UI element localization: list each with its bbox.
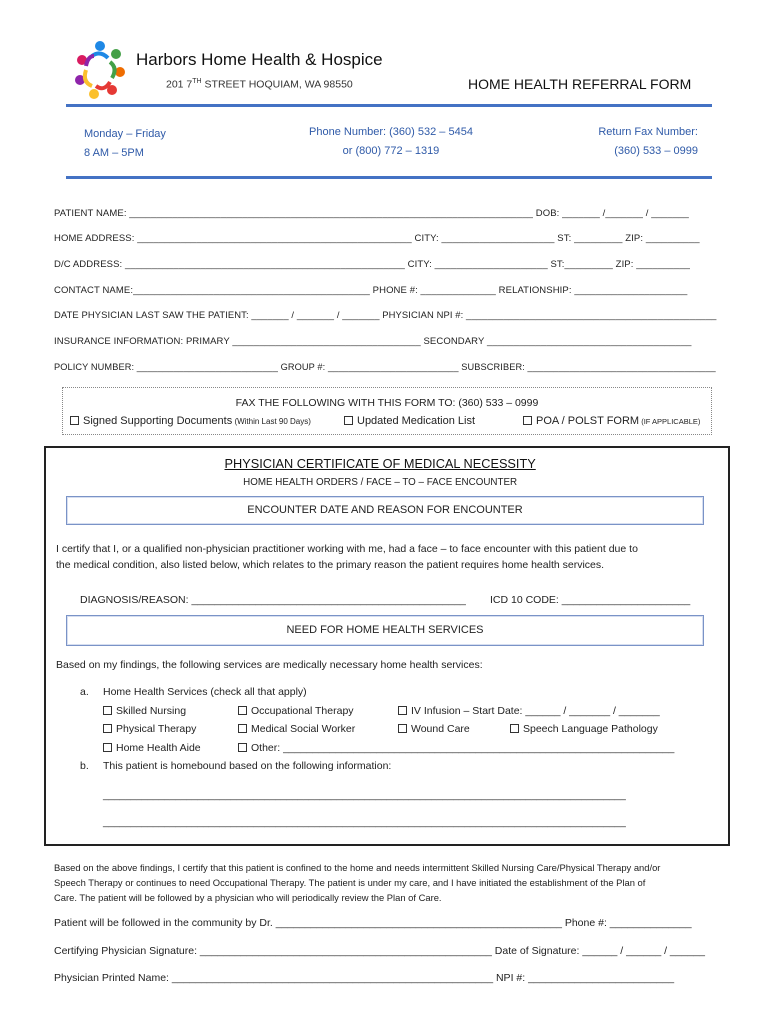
physician-printed-name-field[interactable]: Physician Printed Name: _______________________________________________________ NPI #: _________________________ — [54, 972, 675, 984]
certificate-subtitle: HOME HEALTH ORDERS / FACE – TO – FACE ENCOUNTER — [243, 477, 518, 488]
physician-signature-field[interactable]: Certifying Physician Signature: __________________________________________________ Date of Signature: ______ / ______ / ______ — [54, 945, 705, 957]
checkbox-icon[interactable] — [103, 743, 112, 752]
medical-social-worker-option[interactable]: Medical Social Worker — [238, 723, 355, 735]
checkbox-icon[interactable] — [70, 416, 79, 425]
form-title: HOME HEALTH REFERRAL FORM — [468, 76, 692, 92]
policy-number-field[interactable]: POLICY NUMBER: ___________________________ GROUP #: _________________________ SUBSCRIBER: ____________________________________ — [54, 362, 716, 373]
certify-statement-line2: the medical condition, also listed below, which relates to the primary reason the patient requires home health services. — [56, 559, 605, 571]
physician-last-saw-field[interactable]: DATE PHYSICIAN LAST SAW THE PATIENT: _______ / _______ / _______ PHYSICIAN NPI #: _______________________________________________ — [54, 310, 717, 321]
checkbox-icon[interactable] — [398, 706, 407, 715]
checkbox-icon[interactable] — [103, 724, 112, 733]
other-service-option[interactable]: Other: ___________________________________________________________________ — [238, 742, 674, 754]
icd-code-field[interactable]: ICD 10 CODE: ______________________ — [490, 594, 691, 606]
occupational-therapy-option[interactable]: Occupational Therapy — [238, 705, 354, 717]
phone-number-secondary: or (800) 772 – 1319 — [342, 145, 440, 157]
wound-care-option[interactable]: Wound Care — [398, 723, 470, 735]
iv-infusion-option[interactable]: IV Infusion – Start Date: ______ / _______ / _______ — [398, 705, 660, 717]
office-hours-time: 8 AM – 5PM — [84, 147, 144, 159]
checkbox-icon[interactable] — [344, 416, 353, 425]
fax-instructions-title: FAX THE FOLLOWING WITH THIS FORM TO: (360) 533 – 0999 — [235, 397, 539, 409]
checkbox-icon[interactable] — [510, 724, 519, 733]
fax-instructions-box — [62, 387, 712, 435]
return-fax-label: Return Fax Number: — [598, 126, 698, 138]
homebound-line-1[interactable]: ______________________________________________________________________________________________ — [103, 790, 626, 801]
header-rule-top — [66, 104, 712, 107]
header-rule-bottom — [66, 176, 712, 179]
home-health-aide-option[interactable]: Home Health Aide — [103, 742, 201, 754]
followed-by-physician-field[interactable]: Patient will be followed in the community by Dr. _________________________________________________ Phone #: ______________ — [54, 917, 692, 929]
list-marker-b: b. — [80, 760, 89, 772]
certification-statement-line3: Care. The patient will be followed by a physician who will periodically review the Plan of Care. — [54, 892, 442, 903]
homebound-heading: This patient is homebound based on the following information: — [103, 760, 392, 772]
need-section-header: NEED FOR HOME HEALTH SERVICES — [66, 615, 704, 646]
checkbox-icon[interactable] — [238, 743, 247, 752]
list-marker-a: a. — [80, 686, 89, 698]
home-address-field[interactable]: HOME ADDRESS: ___________________________________________________ CITY: _____________________ ST: _________ ZIP: __________ — [54, 233, 700, 244]
checkbox-icon[interactable] — [523, 416, 532, 425]
certify-statement-line1: I certify that I, or a qualified non-physician practitioner working with me, had a face – to face encounter with this patient due to — [56, 543, 638, 555]
return-fax-number: (360) 533 – 0999 — [614, 145, 698, 157]
contact-name-field[interactable]: CONTACT NAME:____________________________________________ PHONE #: ______________ RELATIONSHIP: _____________________ — [54, 285, 688, 296]
physical-therapy-option[interactable]: Physical Therapy — [103, 723, 196, 735]
findings-statement: Based on my findings, the following services are medically necessary home health services: — [56, 659, 483, 671]
diagnosis-field[interactable]: DIAGNOSIS/REASON: _______________________________________________ — [80, 594, 466, 606]
skilled-nursing-option[interactable]: Skilled Nursing — [103, 705, 186, 717]
services-heading: Home Health Services (check all that apply) — [103, 686, 307, 698]
organization-name: Harbors Home Health & Hospice — [136, 50, 383, 69]
phone-number-primary: Phone Number: (360) 532 – 5454 — [309, 126, 473, 138]
homebound-line-2[interactable]: ______________________________________________________________________________________________ — [103, 817, 626, 828]
organization-logo — [72, 38, 128, 102]
speech-language-option[interactable]: Speech Language Pathology — [510, 723, 658, 735]
checkbox-icon[interactable] — [238, 724, 247, 733]
patient-name-field[interactable]: PATIENT NAME: ___________________________________________________________________________ DOB: _______ /_______ / _______ — [54, 208, 689, 219]
poa-polst-option[interactable]: POA / POLST FORM (IF APPLICABLE) — [523, 415, 700, 427]
encounter-section-header: ENCOUNTER DATE AND REASON FOR ENCOUNTER — [66, 496, 704, 525]
checkbox-icon[interactable] — [103, 706, 112, 715]
certificate-title: PHYSICIAN CERTIFICATE OF MEDICAL NECESSITY — [224, 456, 536, 471]
certification-statement-line2: Speech Therapy or continues to need Occupational Therapy. The patient is under my care, and I have initiated the establishment of the Plan of — [54, 877, 646, 888]
insurance-field[interactable]: INSURANCE INFORMATION: PRIMARY ___________________________________ SECONDARY ______________________________________ — [54, 336, 692, 347]
dc-address-field[interactable]: D/C ADDRESS: ____________________________________________________ CITY: _____________________ ST:_________ ZIP: __________ — [54, 259, 691, 270]
office-hours-days: Monday – Friday — [84, 128, 166, 140]
signed-documents-option[interactable]: Signed Supporting Documents (Within Last 90 Days) — [70, 415, 311, 427]
checkbox-icon[interactable] — [398, 724, 407, 733]
certification-statement-line1: Based on the above findings, I certify that this patient is confined to the home and needs intermittent Skilled Nursing Care/Physical Therapy and/or — [54, 862, 661, 873]
organization-address: 201 7TH STREET HOQUIAM, WA 98550 — [166, 78, 353, 91]
medication-list-option[interactable]: Updated Medication List — [344, 415, 475, 427]
checkbox-icon[interactable] — [238, 706, 247, 715]
